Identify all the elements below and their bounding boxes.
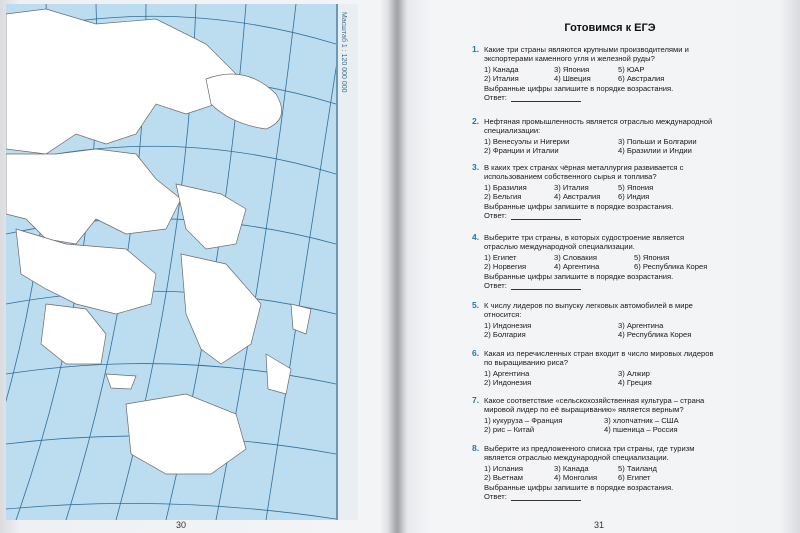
option: 1) Египет bbox=[484, 252, 517, 262]
question-number: 7. bbox=[472, 395, 480, 405]
question-8 bbox=[472, 443, 720, 501]
question-6 bbox=[472, 348, 720, 388]
answer-line bbox=[511, 500, 581, 501]
option: 6) Индия bbox=[618, 191, 650, 201]
option: 6) Египет bbox=[618, 472, 651, 482]
question-number: 5. bbox=[472, 300, 480, 310]
option: 6) Республика Корея bbox=[634, 261, 708, 271]
question-number: 1. bbox=[472, 44, 480, 54]
answer-field[interactable] bbox=[484, 211, 720, 220]
option: 3) Алжир bbox=[618, 368, 650, 378]
question-text: К числу лидеров по выпуску легковых автомобилей в мире относится: bbox=[484, 301, 693, 320]
answer-line bbox=[511, 101, 581, 102]
answer-field[interactable] bbox=[484, 93, 720, 102]
page-title: Готовимся к ЕГЭ bbox=[564, 22, 656, 34]
answer-line bbox=[511, 289, 581, 290]
question-text: В каких трех странах чёрная металлургия развивается с использованием собственного сырья и топлива? bbox=[484, 163, 684, 182]
option: 2) Италия bbox=[484, 73, 519, 83]
option: 5) Таиланд bbox=[618, 463, 657, 473]
option: 1) Канада bbox=[484, 64, 519, 74]
page-number-right: 31 bbox=[594, 520, 605, 530]
instruction-note: Выбранные цифры запишите в порядке возрастания. bbox=[484, 482, 674, 492]
question-number: 2. bbox=[472, 116, 480, 126]
option: 1) кукуруза – Франция bbox=[484, 415, 563, 425]
option: 1) Испания bbox=[484, 463, 523, 473]
question-5 bbox=[472, 300, 720, 340]
answer-label: Ответ: bbox=[484, 92, 507, 102]
question-7 bbox=[472, 395, 720, 435]
question-text: Какая из перечисленных стран входит в число мировых лидеров по выращиванию риса? bbox=[484, 349, 714, 368]
map-scale-strip bbox=[337, 4, 358, 520]
answer-field[interactable] bbox=[484, 281, 720, 290]
option: 2) Индонезия bbox=[484, 377, 532, 387]
question-number: 4. bbox=[472, 232, 480, 242]
option: 2) Норвегия bbox=[484, 261, 527, 271]
question-3 bbox=[472, 162, 720, 220]
option: 3) Словакия bbox=[554, 252, 597, 262]
question-number: 3. bbox=[472, 162, 480, 172]
option: 2) Франции и Италии bbox=[484, 145, 559, 155]
option: 4) Республика Корея bbox=[618, 329, 692, 339]
question-number: 6. bbox=[472, 348, 480, 358]
option: 4) Греция bbox=[618, 377, 652, 387]
question-text: Выберите три страны, в которых судостроение является отраслью международной специализации. bbox=[484, 233, 685, 252]
contour-world-map bbox=[6, 4, 337, 520]
question-text: Нефтяная промышленность является отраслью международной специализации: bbox=[484, 117, 713, 136]
option: 3) Япония bbox=[554, 64, 590, 74]
book-gutter bbox=[388, 0, 408, 533]
option: 3) Италия bbox=[554, 182, 589, 192]
answer-label: Ответ: bbox=[484, 491, 507, 501]
instruction-note: Выбранные цифры запишите в порядке возрастания. bbox=[484, 83, 674, 93]
question-text: Какое соответствие «сельскохозяйственная культура – страна мировой лидер по её выращиванию» является верным? bbox=[484, 396, 705, 415]
option: 2) рис – Китай bbox=[484, 424, 535, 434]
question-text: Выберите из предложенного списка три страны, где туризм является отраслью международной специализации. bbox=[484, 444, 695, 463]
option: 6) Австралия bbox=[618, 73, 665, 83]
option: 4) Австралия bbox=[554, 191, 601, 201]
instruction-note: Выбранные цифры запишите в порядке возрастания. bbox=[484, 201, 674, 211]
option: 2) Вьетнам bbox=[484, 472, 523, 482]
option: 4) Аргентина bbox=[554, 261, 600, 271]
option: 4) пшеница – Россия bbox=[604, 424, 678, 434]
option: 2) Бельгия bbox=[484, 191, 522, 201]
option: 4) Монголия bbox=[554, 472, 598, 482]
option: 3) хлопчатник – США bbox=[604, 415, 679, 425]
map-scale-text: Масштаб 1 : 120 000 000 bbox=[340, 12, 347, 93]
option: 4) Бразилии и Индии bbox=[618, 145, 692, 155]
answer-label: Ответ: bbox=[484, 210, 507, 220]
question-2 bbox=[472, 116, 720, 156]
answer-line bbox=[511, 219, 581, 220]
option: 4) Швеция bbox=[554, 73, 591, 83]
question-text: Какие три страны являются крупными производителями и экспортерами каменного угля и железной руды? bbox=[484, 45, 689, 64]
question-1 bbox=[472, 44, 720, 102]
option: 2) Болгария bbox=[484, 329, 526, 339]
option: 3) Аргентина bbox=[618, 320, 664, 330]
question-4 bbox=[472, 232, 720, 290]
option: 1) Бразилия bbox=[484, 182, 527, 192]
option: 5) Япония bbox=[634, 252, 670, 262]
option: 1) Венесуэлы и Нигерии bbox=[484, 136, 570, 146]
option: 5) ЮАР bbox=[618, 64, 645, 74]
answer-field[interactable] bbox=[484, 492, 720, 501]
page-number-left: 30 bbox=[176, 520, 187, 530]
option: 3) Польши и Болгарии bbox=[618, 136, 697, 146]
instruction-note: Выбранные цифры запишите в порядке возрастания. bbox=[484, 271, 674, 281]
answer-label: Ответ: bbox=[484, 280, 507, 290]
option: 5) Япония bbox=[618, 182, 654, 192]
option: 1) Аргентина bbox=[484, 368, 530, 378]
option: 1) Индонезия bbox=[484, 320, 532, 330]
option: 3) Канада bbox=[554, 463, 589, 473]
map-graphic bbox=[6, 4, 336, 520]
question-number: 8. bbox=[472, 443, 480, 453]
